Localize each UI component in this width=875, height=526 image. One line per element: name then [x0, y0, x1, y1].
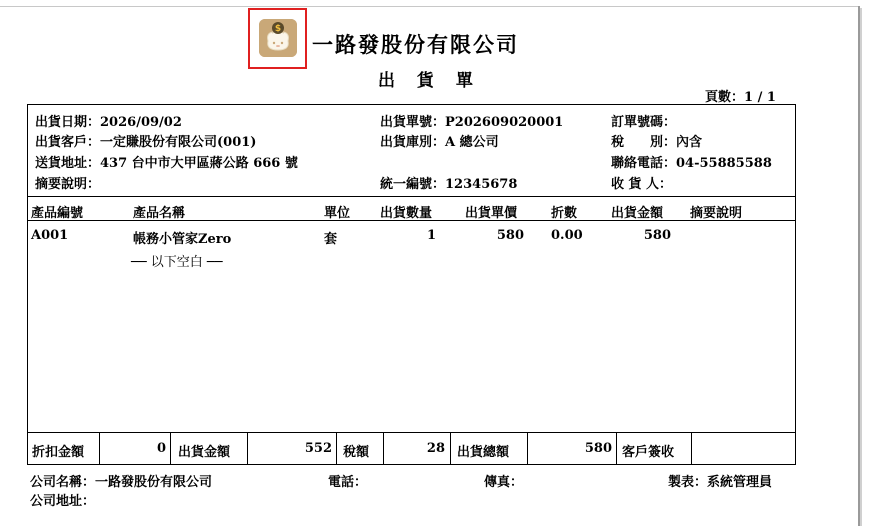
receiver-field: [611, 173, 672, 192]
ship-date-value: 2026/09/02: [100, 115, 182, 130]
summary-label: 摘要說明：: [35, 177, 101, 192]
money-bag-icon: [259, 19, 297, 57]
column-header: 摘要說明: [690, 206, 743, 221]
footer-company-value: 一路發股份有限公司: [95, 475, 213, 490]
order-no-label: 訂單號碼：: [611, 115, 677, 130]
receiver-label: 收 貨 人：: [611, 177, 673, 192]
footer-maker-value: 系統管理員: [707, 475, 773, 490]
warehouse-value: A 總公司: [445, 135, 499, 150]
footer-company-label: 公司名稱：: [30, 475, 96, 490]
totals-divider-v: [336, 432, 337, 465]
tax-value: 28: [426, 441, 445, 456]
page-number: [705, 86, 776, 105]
totals-divider-v: [170, 432, 171, 465]
footer-company: [30, 471, 212, 490]
item-qty: 1: [426, 228, 436, 243]
tax-type-label: 稅 別：: [611, 135, 677, 150]
footer-maker-label: 製表：: [668, 475, 708, 490]
warehouse-label: 出貨庫別：: [380, 135, 446, 150]
svg-text:$: $: [274, 24, 282, 34]
grand-total-label: 出貨總額: [457, 445, 510, 460]
warehouse-field: [380, 131, 499, 150]
footer-phone-label: 電話：: [328, 475, 368, 490]
footer-address: [30, 490, 95, 509]
column-header: 出貨單價: [465, 206, 518, 221]
ship-no-field: [380, 111, 563, 130]
totals-divider: [27, 432, 796, 433]
footer-phone: [328, 471, 367, 490]
address-field: [35, 152, 298, 171]
document-title: 出 貨 單: [378, 71, 481, 91]
tax-id-field: [380, 173, 517, 192]
item-code: A001: [31, 228, 69, 243]
order-no-field: [611, 111, 676, 130]
address-label: 送貨地址：: [35, 156, 101, 171]
column-header: 折數: [551, 206, 578, 221]
logo-highlight-box[interactable]: [248, 8, 307, 69]
discount-total-value: 0: [156, 441, 166, 456]
column-header: 出貨數量: [380, 206, 433, 221]
blank-marker: ── 以下空白 ──: [131, 255, 223, 270]
tax-id-value: 12345678: [445, 177, 518, 192]
customer-value: 一定賺股份有限公司(001): [100, 135, 257, 150]
totals-divider-v: [450, 432, 451, 465]
page-label: 頁數：: [705, 90, 745, 105]
footer-maker: [668, 471, 772, 490]
customer-label: 出貨客戶：: [35, 135, 101, 150]
item-name: 帳務小管家Zero: [133, 232, 232, 247]
footer-fax: [484, 471, 523, 490]
footer-address-label: 公司地址：: [30, 494, 96, 509]
ship-amount-value: 552: [304, 441, 332, 456]
column-header: 出貨金額: [611, 206, 664, 221]
discount-total-label: 折扣金額: [32, 445, 85, 460]
totals-divider-v: [616, 432, 617, 465]
tax-id-label: 統一編號：: [380, 177, 446, 192]
tax-type-field: [611, 131, 702, 150]
tax-type-value: 內含: [676, 135, 703, 150]
column-header: 產品編號: [31, 206, 84, 221]
column-header: 單位: [324, 206, 351, 221]
address-value: 437 台中市大甲區蔣公路 666 號: [100, 156, 298, 171]
item-price: 580: [496, 228, 524, 243]
summary-field: [35, 173, 100, 192]
phone-value: 04-55885588: [676, 156, 772, 171]
item-discount: 0.00: [551, 228, 583, 243]
customer-sign-label: 客戶簽收: [622, 445, 675, 460]
page-shadow: [860, 8, 862, 526]
footer-fax-label: 傳真：: [484, 475, 524, 490]
ship-date-label: 出貨日期：: [35, 115, 101, 130]
ship-no-label: 出貨單號：: [380, 115, 446, 130]
grand-total-value: 580: [584, 441, 612, 456]
item-unit: 套: [324, 232, 338, 247]
phone-label: 聯絡電話：: [611, 156, 677, 171]
phone-field: [611, 152, 772, 171]
customer-field: [35, 131, 256, 150]
ship-amount-label: 出貨金額: [178, 445, 231, 460]
company-name: 一路發股份有限公司: [312, 32, 519, 57]
ship-no-value: P202609020001: [445, 115, 564, 130]
header-divider: [27, 196, 796, 197]
ship-date-field: [35, 111, 182, 130]
totals-divider-v: [691, 432, 692, 465]
tax-label: 稅額: [343, 445, 370, 460]
column-header: 產品名稱: [133, 206, 186, 221]
page-value: 1 / 1: [744, 90, 776, 105]
item-amount: 580: [643, 228, 671, 243]
